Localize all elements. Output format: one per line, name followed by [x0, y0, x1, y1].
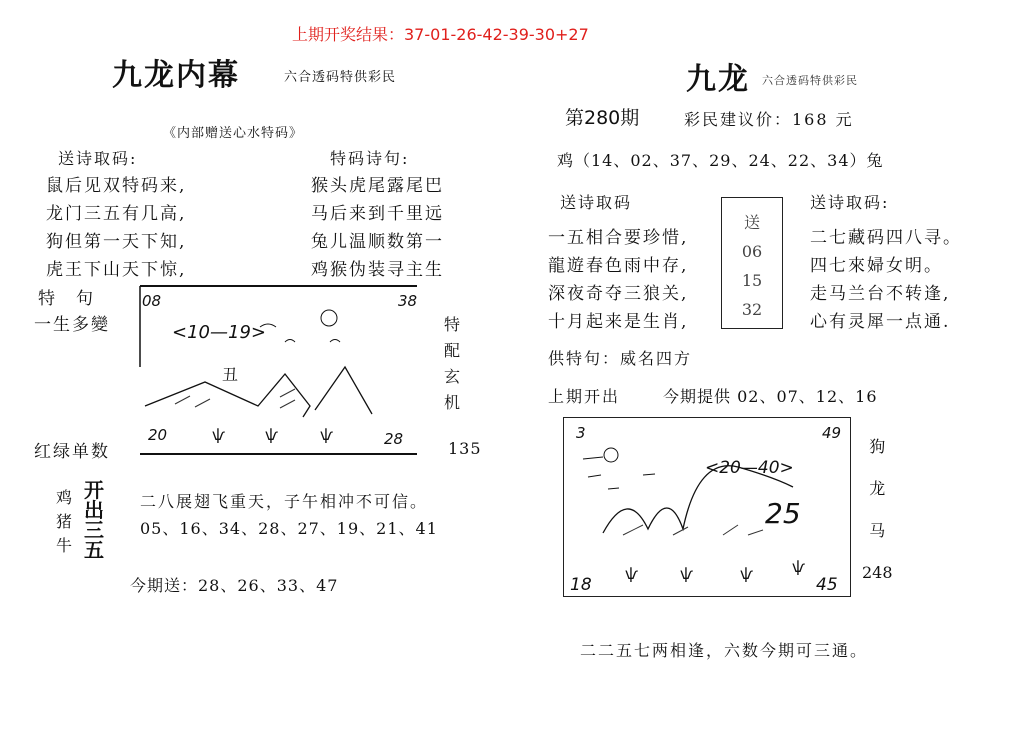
- sketch-top-right-number: 49: [822, 424, 842, 442]
- zodiac-range-line: 鸡（14、02、37、29、24、22、34）兔: [557, 151, 884, 170]
- left-numbers: 05、16、34、28、27、19、21、41: [140, 519, 438, 538]
- today-offer: 今期提供 02、07、12、16: [663, 387, 878, 406]
- right-sketch-drawing: [563, 417, 853, 597]
- vertical-char: 机: [444, 393, 461, 412]
- poem-line: 二七藏码四八寻。: [810, 228, 962, 248]
- grass-icon: ѱ: [792, 558, 806, 576]
- grass-icon: ѱ: [740, 565, 754, 583]
- today-send: 今期送：28、26、33、47: [130, 576, 339, 595]
- special-phrase: 供特句：威名四方: [548, 349, 693, 368]
- poem-line: 一五相合要珍惜,: [548, 228, 689, 248]
- poem-line: 猴头虎尾露尾巴: [311, 176, 444, 196]
- right-title: 九龙: [686, 62, 750, 97]
- left-poem-send: [58, 146, 137, 172]
- grass-icon: ѱ: [212, 426, 226, 444]
- vertical-char: 特: [444, 315, 461, 334]
- right-side-vertical: [862, 426, 893, 594]
- poem-line: 兔儿温顺数第一: [311, 232, 444, 252]
- poem-line: 四七來婦女明。: [810, 256, 943, 276]
- last-draw-result: 上期开奖结果：37-01-26-42-39-30+27: [292, 25, 589, 44]
- sketch-bottom-left-number: 20: [148, 426, 168, 444]
- red-green-odd-label: 红绿单数: [34, 442, 110, 462]
- right-poem-right-heading: 送诗取码:: [810, 193, 890, 212]
- sketch-top-left-number: 08: [142, 292, 162, 310]
- left-title: 九龙内幕: [112, 58, 240, 93]
- gift-title: 《内部赠送心水特码》: [163, 126, 304, 141]
- grass-icon: ѱ: [680, 565, 694, 583]
- sketch-range: <20—40>: [705, 458, 794, 478]
- grass-icon: ѱ: [625, 565, 639, 583]
- sketch-bottom-left-number: 18: [570, 575, 592, 595]
- poem-line: 深夜奇夺三狼关,: [548, 284, 689, 304]
- open-char: 五: [84, 538, 104, 562]
- sketch-bottom-right-number: 28: [384, 430, 404, 448]
- special-poem-lines: [311, 172, 444, 284]
- poem-line: 龍遊春色雨中存,: [548, 256, 689, 276]
- sketch-mark: 丑: [222, 365, 239, 384]
- send-box-label: 送: [743, 213, 760, 232]
- sketch-bottom-right-number: 45: [816, 575, 838, 595]
- issue-number: 第280期: [565, 107, 640, 129]
- grass-icon: ѱ: [265, 426, 279, 444]
- poem-line: 狗但第一天下知,: [46, 232, 187, 252]
- send-box: [721, 197, 783, 329]
- send-box-number: 15: [741, 271, 763, 290]
- special-text: 一生多變: [34, 315, 110, 335]
- right-subtitle: 六合透码特供彩民: [762, 74, 858, 87]
- right-verse: 二二五七两相逢，六数今期可三通。: [580, 641, 869, 660]
- vertical-char: 马: [869, 521, 886, 540]
- right-poem-right-lines: [810, 224, 962, 336]
- sketch-top-right-number: 38: [398, 292, 418, 310]
- send-box-number: 06: [741, 242, 763, 261]
- left-side-vertical: [444, 312, 460, 416]
- zodiac-char: 鸡: [56, 488, 73, 507]
- poem-line: 鸡猴伪装寻主生: [311, 260, 444, 280]
- left-subtitle: 六合透码特供彩民: [284, 70, 397, 85]
- vertical-char: 248: [862, 563, 893, 582]
- poem-line: 马后来到千里远: [311, 204, 444, 224]
- vertical-char: 配: [444, 341, 461, 360]
- poem-line: 虎王下山天下惊,: [46, 260, 187, 280]
- vertical-char: 龙: [869, 479, 886, 498]
- suggested-price: 彩民建议价：168 元: [684, 110, 854, 129]
- right-poem-left-lines: [548, 224, 688, 336]
- vertical-char: 狗: [869, 437, 886, 456]
- open-char: 开: [84, 478, 104, 502]
- red-green-odd-value: 135: [448, 439, 482, 458]
- poem-line: 走马兰台不转逢,: [810, 284, 951, 304]
- poem-line: 龙门三五有几高,: [46, 204, 187, 224]
- zodiac-char: 牛: [56, 536, 73, 555]
- left-verse: 二八展翅飞重天，子午相冲不可信。: [140, 492, 429, 511]
- left-poem-lines: [46, 172, 186, 284]
- zodiac-char: 猪: [56, 512, 73, 531]
- send-box-number: 32: [741, 300, 763, 319]
- sketch-top-left-number: 3: [576, 424, 586, 442]
- poem-heading: 送诗取码:: [58, 149, 138, 168]
- poem-line: 鼠后见双特码来,: [46, 176, 187, 196]
- grass-icon: ѱ: [320, 426, 334, 444]
- last-open-label: 上期开出: [548, 387, 621, 406]
- open-three-five-column: [84, 480, 104, 560]
- vertical-char: 玄: [444, 367, 461, 386]
- special-poem-heading: 特码诗句:: [330, 149, 410, 168]
- special-label: 特 句: [38, 289, 95, 309]
- sketch-range: <10—19>: [172, 322, 266, 343]
- zodiac-column: [56, 486, 72, 558]
- poem-line: 心有灵犀一点通.: [810, 312, 951, 332]
- sketch-mark: 25: [765, 497, 801, 530]
- open-char: 出: [84, 498, 104, 522]
- poem-line: 十月起来是生肖,: [548, 312, 689, 332]
- open-char: 三: [84, 518, 104, 542]
- right-poem-left-heading: 送诗取码: [560, 193, 633, 212]
